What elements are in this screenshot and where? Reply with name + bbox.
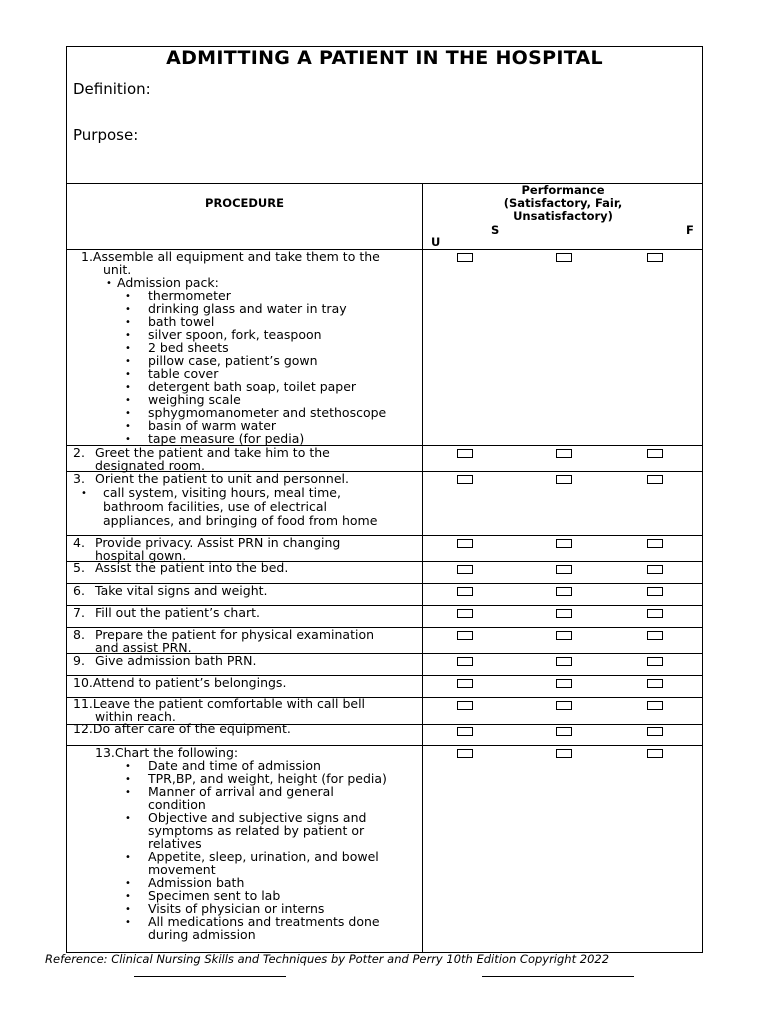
list-item: Manner of arrival and general <box>148 784 334 799</box>
list-item: detergent bath soap, toilet paper <box>148 379 357 394</box>
list-item: silver spoon, fork, teaspoon <box>148 327 322 342</box>
step-9-f-checkbox[interactable] <box>647 657 663 666</box>
step-13-u-checkbox[interactable] <box>457 749 473 758</box>
performance-header: Performance (Satisfactory, Fair, Unsatisfactory) <box>503 183 623 223</box>
step-4-u-checkbox[interactable] <box>457 539 473 548</box>
step-11-f-checkbox[interactable] <box>647 701 663 710</box>
step-8-u-checkbox[interactable] <box>457 631 473 640</box>
step-10-u-checkbox[interactable] <box>457 679 473 688</box>
step-4-f-checkbox[interactable] <box>647 539 663 548</box>
list-item: pillow case, patient’s gown <box>148 353 318 368</box>
form-frame: ADMITTING A PATIENT IN THE HOSPITAL Definition: Purpose: PROCEDURE Performance (Satisfactory, Fair, Unsatisfactory) S F U 1.Assemble all equipment and take them to the unit. • Admission pack: • thermometer • drinking glass and water in tray • bath towel • silver spoon, fork, teaspoon • 2 bed sheets • pillow case, patient’s gown • table cover • detergent bath soap, toilet paper • weighing scale • sphygmomanometer and stethoscope • basin of warm water • tape measure (for pedia) 2. Greet the patient and take him to the designated room. 3. Orient the patient to unit and personnel. • call system, visiting hours, meal time, bathroom facilities, use of electrical appliances, and bringing of food from home 4. Provide privacy. Assist PRN in changing hospital gown. 5. Assist the patient into the bed. 6. Take vital signs and weight. 7. Fill out the patient’s chart. 8. Prepare the patient for physical examination and assist PRN. 9. Give admission bath PRN. 10.Attend to patient’s belongings. 11.Leave the patient comfortable with call bell within reach. 12.Do after care of the equipment. 13.Chart the following: • Date and time of admission • TPR,BP, and weight, height (for pedia) • Manner of arrival and general condition • Objective and subjective signs and symptoms as related by patient or relatives • Appetite, sleep, urination, and bowel movement • Admission bath • Specimen sent to lab • Visits of physician or interns • All medications and treatments done during admission <box>66 46 703 953</box>
list-item: Visits of physician or interns <box>148 901 325 916</box>
col-s-header: S <box>491 223 500 237</box>
list-item: drinking glass and water in tray <box>148 301 347 316</box>
purpose-label: Purpose: <box>73 126 139 144</box>
col-u-header: U <box>431 235 441 249</box>
list-item: sphygmomanometer and stethoscope <box>148 405 387 420</box>
step-1-u-checkbox[interactable] <box>457 253 473 262</box>
list-item: movement <box>148 862 216 877</box>
step-11-u-checkbox[interactable] <box>457 701 473 710</box>
list-item: condition <box>148 797 206 812</box>
step-10-f-checkbox[interactable] <box>647 679 663 688</box>
signature-line <box>482 976 634 977</box>
step-13-s-checkbox[interactable] <box>556 749 572 758</box>
step-4-s-checkbox[interactable] <box>556 539 572 548</box>
step-5-u-checkbox[interactable] <box>457 565 473 574</box>
list-item: Appetite, sleep, urination, and bowel <box>148 849 379 864</box>
step-3-s-checkbox[interactable] <box>556 475 572 484</box>
step-6-s-checkbox[interactable] <box>556 587 572 596</box>
step-3-u-checkbox[interactable] <box>457 475 473 484</box>
list-item: symptoms as related by patient or <box>148 823 365 838</box>
list-item: relatives <box>148 836 202 851</box>
step-10-s-checkbox[interactable] <box>556 679 572 688</box>
step-6-f-checkbox[interactable] <box>647 587 663 596</box>
step-12-u-checkbox[interactable] <box>457 727 473 736</box>
col-f-header: F <box>686 223 694 237</box>
list-item: table cover <box>148 366 219 381</box>
step-6-u-checkbox[interactable] <box>457 587 473 596</box>
list-item: Date and time of admission <box>148 758 321 773</box>
list-item: Specimen sent to lab <box>148 888 281 903</box>
column-divider <box>422 184 423 952</box>
step-8-f-checkbox[interactable] <box>647 631 663 640</box>
step-7-s-checkbox[interactable] <box>556 609 572 618</box>
list-item: tape measure (for pedia) <box>148 431 305 446</box>
definition-label: Definition: <box>73 80 151 98</box>
list-item: Objective and subjective signs and <box>148 810 367 825</box>
list-item: 2 bed sheets <box>148 340 229 355</box>
step-9-s-checkbox[interactable] <box>556 657 572 666</box>
step-9-u-checkbox[interactable] <box>457 657 473 666</box>
signature-line <box>134 976 286 977</box>
list-item: TPR,BP, and weight, height (for pedia) <box>148 771 387 786</box>
procedure-header: PROCEDURE <box>205 196 284 210</box>
list-item: bath towel <box>148 314 215 329</box>
list-item: All medications and treatments done <box>148 914 380 929</box>
step-7-u-checkbox[interactable] <box>457 609 473 618</box>
list-item: thermometer <box>148 288 231 303</box>
step-8-s-checkbox[interactable] <box>556 631 572 640</box>
list-item: Admission bath <box>148 875 245 890</box>
step-2-s-checkbox[interactable] <box>556 449 572 458</box>
step-13-f-checkbox[interactable] <box>647 749 663 758</box>
list-item: weighing scale <box>148 392 241 407</box>
step-12-s-checkbox[interactable] <box>556 727 572 736</box>
list-item: basin of warm water <box>148 418 277 433</box>
step-1-s-checkbox[interactable] <box>556 253 572 262</box>
step-5-f-checkbox[interactable] <box>647 565 663 574</box>
step-5-s-checkbox[interactable] <box>556 565 572 574</box>
reference-note: Reference: Clinical Nursing Skills and Techniques by Potter and Perry 10th Edition Copyright 2022 <box>45 952 610 966</box>
page-title: ADMITTING A PATIENT IN THE HOSPITAL <box>166 47 603 69</box>
step-3-f-checkbox[interactable] <box>647 475 663 484</box>
step-7-f-checkbox[interactable] <box>647 609 663 618</box>
step-1-f-checkbox[interactable] <box>647 253 663 262</box>
step-2-f-checkbox[interactable] <box>647 449 663 458</box>
step-2-u-checkbox[interactable] <box>457 449 473 458</box>
list-item: during admission <box>148 927 256 942</box>
step-12-f-checkbox[interactable] <box>647 727 663 736</box>
step-11-s-checkbox[interactable] <box>556 701 572 710</box>
